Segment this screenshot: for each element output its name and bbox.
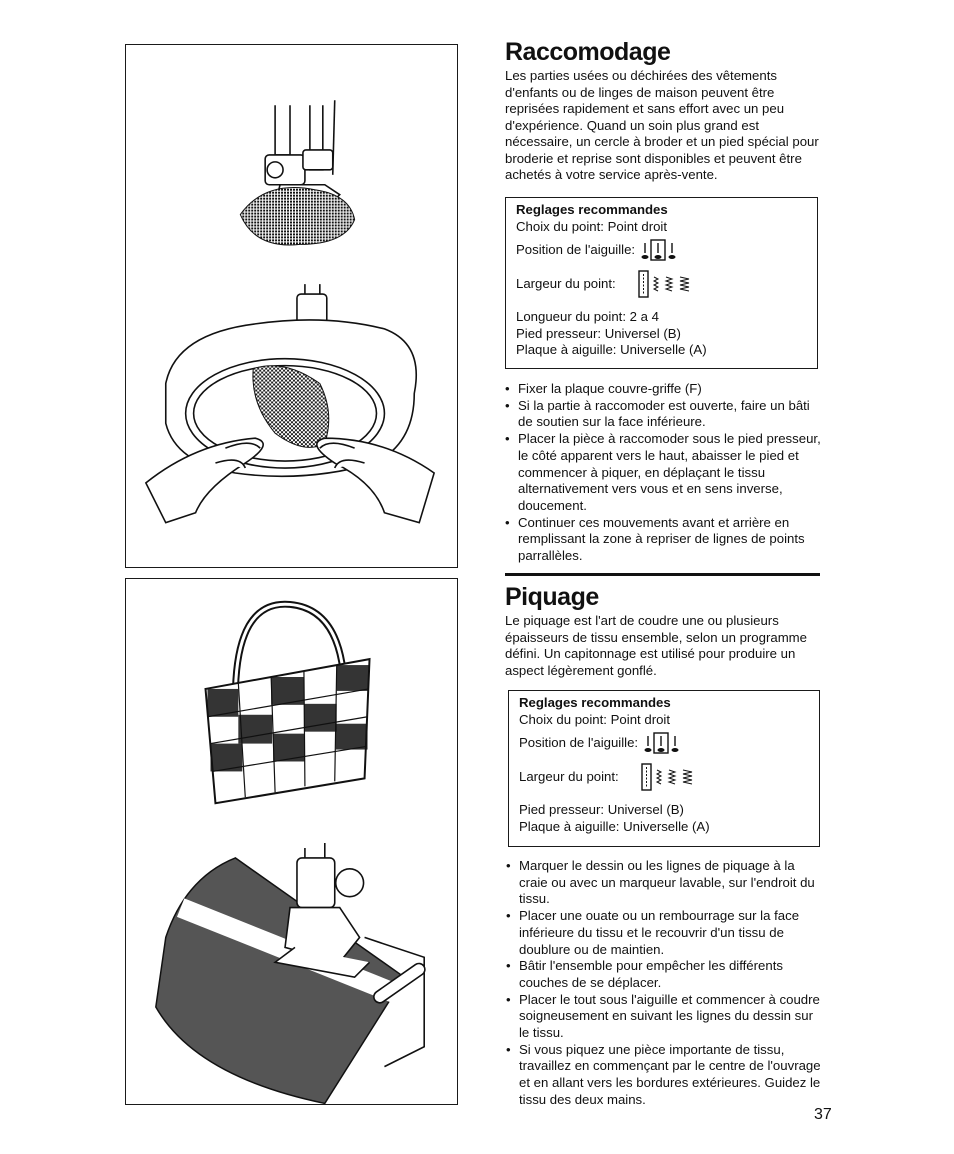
section-piquage (505, 583, 825, 679)
needle-position-label: Position de l'aiguille: (519, 734, 639, 750)
list-item: • Placer la pièce à raccomoder sous le pied presseur, le côté apparent vers le haut, abaisser le pied et commencer à piquer, en déplaçant le tissu alternativement vers vous et en sens inverse, doucement. (505, 431, 823, 515)
needle-plate: Plaque à aiguille: Universelle (A) (516, 342, 707, 357)
presser-foot: Pied presseur: Universel (B) (519, 802, 684, 817)
settings-box-raccomodage (505, 197, 818, 369)
section-divider (505, 573, 820, 576)
stitch-width-icon (638, 269, 700, 299)
stitch-width-label: Largeur du point: (516, 275, 616, 291)
section-title: Piquage (505, 583, 599, 611)
raccomodage-steps (505, 381, 823, 565)
list-item: • Continuer ces mouvements avant et arrière en remplissant la zone à repriser de lignes de points parrallèles. (505, 515, 823, 565)
needle-plate: Plaque à aiguille: Universelle (A) (519, 818, 710, 834)
list-item: • Placer une ouate ou un rembourrage sur la face inférieure du tissu et le recouvrir d'un tissu de doublure ou de maintien. (506, 908, 826, 958)
needle-position-row (519, 728, 809, 758)
stitch-width-row (516, 265, 807, 303)
settings-title: Reglages recommandes (516, 202, 668, 217)
darning-illustration-panel (125, 44, 458, 568)
needle-position-label: Position de l'aiguille: (516, 241, 636, 257)
stitch-choice: Choix du point: Point droit (519, 711, 671, 727)
settings-title: Reglages recommandes (519, 695, 671, 710)
stitch-width-row (519, 758, 809, 796)
section-intro: Les parties usées ou déchirées des vêtements d'enfants ou de linges de maison peuvent être reprisées rapidement et sans effort avec un peu d'expérience. Quand un soin plus grand est nécessaire, un cercle à broder et un pied spécial pour broderie et reprise sont disponibles et peuvent être achetés à votre service après-vente. (505, 68, 819, 182)
stitch-choice: Choix du point: Point droit (516, 218, 668, 234)
quilting-illustration-panel (125, 578, 458, 1105)
needle-position-icon (644, 730, 680, 756)
settings-extra (519, 802, 809, 835)
section-raccomodage (505, 38, 825, 184)
list-item: • Fixer la plaque couvre-griffe (F) (505, 381, 823, 398)
stitch-width-icon (641, 762, 703, 792)
list-item: • Si vous piquez une pièce importante de tissu, travaillez en commençant par le centre de l'ouvrage et en allant vers les bordures extérieures. Guidez le tissu des deux mains. (506, 1042, 826, 1109)
list-item: • Placer le tout sous l'aiguille et commencer à coudre soigneusement en suivant les lignes du dessin sur le tissu. (506, 992, 826, 1042)
list-item: • Si la partie à raccomoder est ouverte, faire un bâti de soutien sur la face inférieure. (505, 398, 823, 431)
section-intro: Le piquage est l'art de coudre une ou plusieurs épaisseurs de tissu ensemble, selon un programme défini. Un capitonnage est utilisé pour produire un aspect légèrement gonflé. (505, 613, 808, 678)
settings-extra (516, 309, 807, 359)
list-item: • Bâtir l'ensemble pour empêcher les différents couches de se déplacer. (506, 958, 826, 991)
stitch-length: Longueur du point: 2 a 4 (516, 309, 659, 324)
presser-foot: Pied presseur: Universel (B) (516, 325, 681, 341)
piquage-steps (506, 858, 826, 1109)
darning-illustration (126, 45, 457, 567)
quilting-illustration (126, 579, 457, 1104)
needle-position-icon (641, 237, 677, 263)
page-number: 37 (814, 1106, 832, 1123)
stitch-width-label: Largeur du point: (519, 768, 619, 784)
needle-position-row (516, 235, 807, 265)
settings-box-piquage (508, 690, 820, 847)
list-item: • Marquer le dessin ou les lignes de piquage à la craie ou avec un marqueur lavable, sur l'endroit du tissu. (506, 858, 826, 908)
section-title: Raccomodage (505, 38, 671, 66)
